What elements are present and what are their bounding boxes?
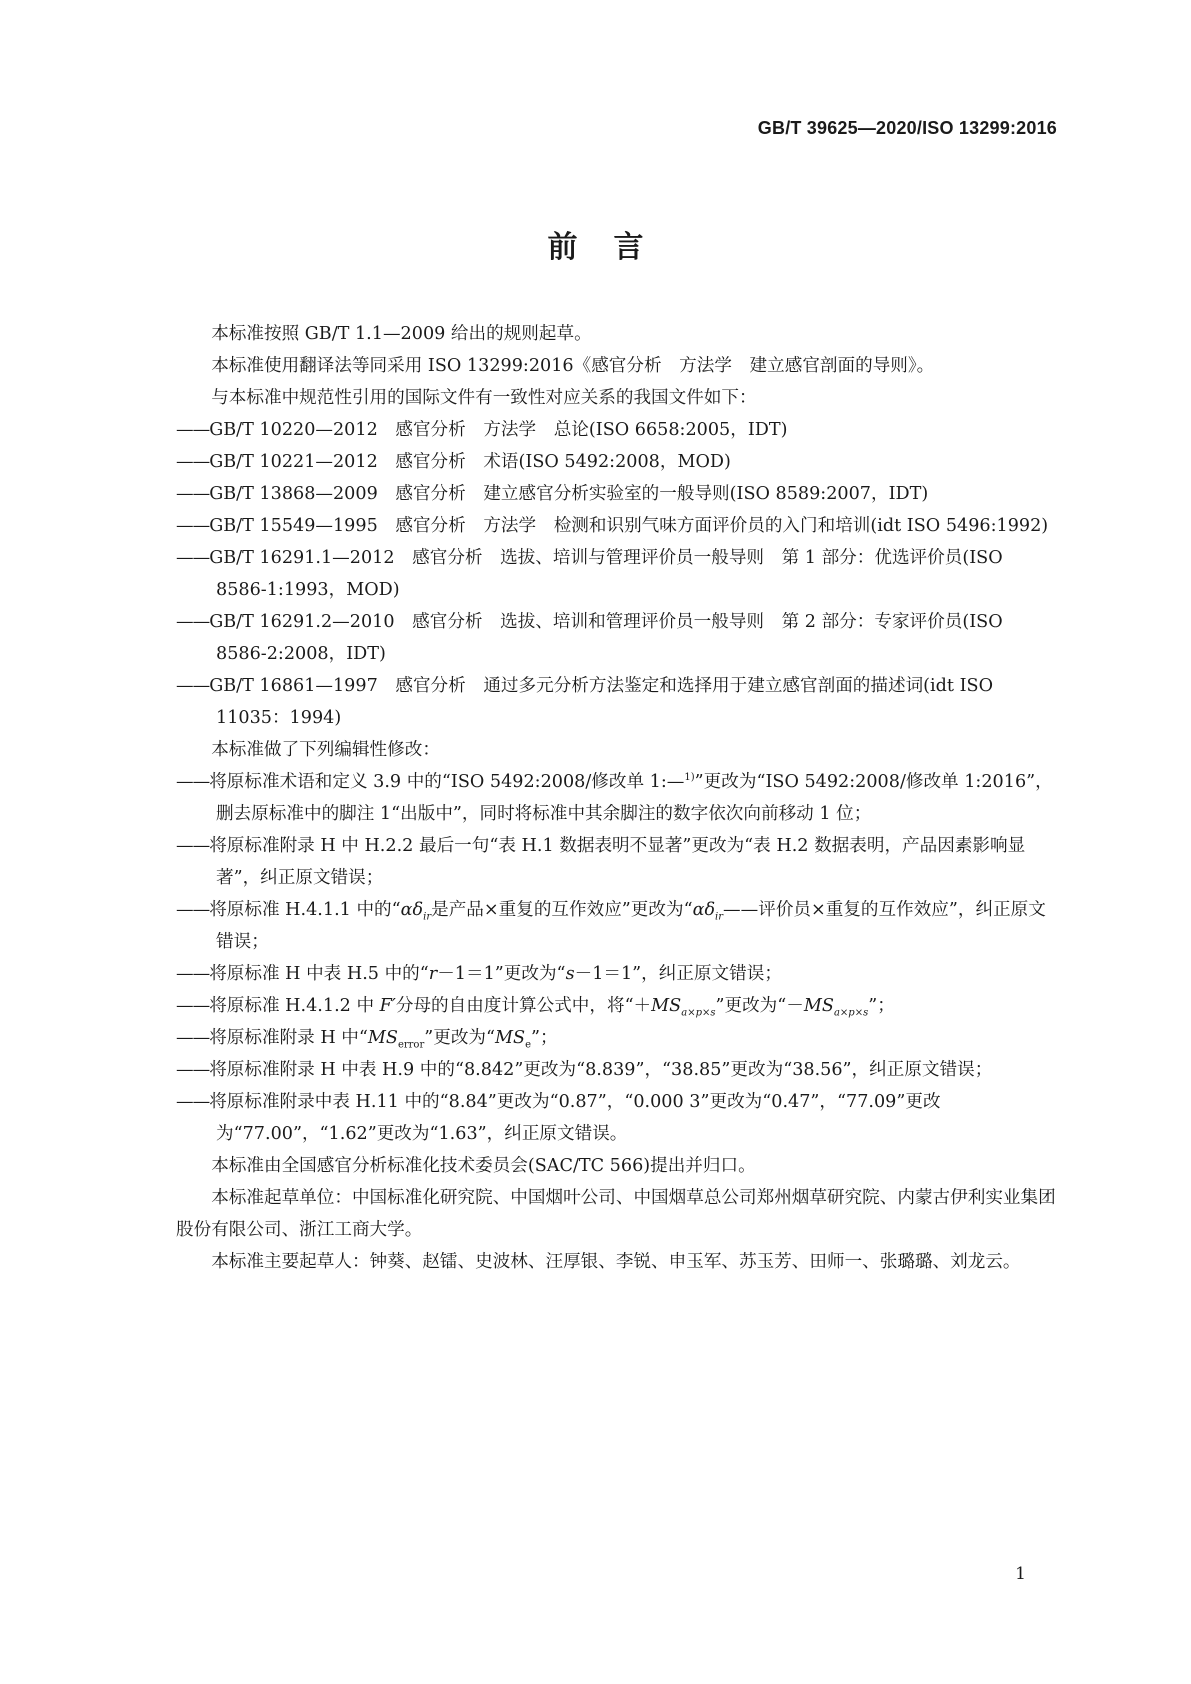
page-number: 1 [1015, 1564, 1026, 1584]
modification-item [176, 1022, 1058, 1054]
mod-text: 是产品×重复的互作效应”更改为“ [431, 900, 693, 920]
modification-item [176, 958, 1058, 990]
dash-mark: —— [176, 964, 210, 984]
math-subscript: e [525, 1039, 532, 1051]
modification-item [176, 990, 1058, 1022]
math-subscript: a×p×s [681, 1007, 716, 1019]
reference-item [176, 670, 1058, 734]
math-symbol: αδ [692, 900, 716, 920]
modification-item [176, 1086, 1058, 1150]
math-symbol: s [565, 964, 575, 984]
mod-text: ”； [531, 1028, 558, 1048]
modification-item [176, 1054, 1058, 1086]
dash-mark: —— [176, 452, 210, 472]
dash-mark: —— [176, 420, 210, 440]
reference-item [176, 414, 1058, 446]
dash-mark: —— [176, 1028, 210, 1048]
mod-text: ”更改为“ISO 5492:2008/修改单 1:2016”，删去原标准中的脚注 1“出版中”，同时将标准中其余脚注的数字依次向前移动 1 位； [216, 772, 1053, 824]
dash-mark: —— [176, 612, 210, 632]
reference-text: GB/T 16291.2—2010 感官分析 选拔、培训和管理评价员一般导则 第 2 部分：专家评价员(ISO 8586-2:2008，IDT) [209, 612, 1003, 664]
footnote-marker: 1) [684, 772, 695, 784]
reference-text: GB/T 15549—1995 感官分析 方法学 检测和识别气味方面评价员的入门和培训(idt ISO 5496:1992) [209, 516, 1049, 536]
mod-text: 将原标准附录中表 H.11 中的“8.84”更改为“0.87”，“0.000 3”更改为“0.47”，“77.09”更改为“77.00”，“1.62”更改为“1.63”，纠正原文错误。 [209, 1092, 941, 1144]
reference-text: GB/T 13868—2009 感官分析 建立感官分析实验室的一般导则(ISO 8589:2007，IDT) [209, 484, 929, 504]
mod-text: 分母的自由度计算公式中，将“＋ [395, 996, 652, 1016]
reference-text: GB/T 16861—1997 感官分析 通过多元分析方法鉴定和选择用于建立感官剖面的描述词(idt ISO 11035：1994) [209, 676, 994, 728]
modification-item [176, 766, 1058, 830]
mod-text: ”更改为“－ [715, 996, 804, 1016]
mod-text: 将原标准附录 H 中表 H.9 中的“8.842”更改为“8.839”，“38.85”更改为“38.56”，纠正原文错误； [209, 1060, 993, 1080]
dash-mark: —— [176, 516, 210, 536]
math-symbol: MS [803, 996, 834, 1016]
dash-mark: —— [176, 900, 210, 920]
reference-item [176, 510, 1058, 542]
dash-mark: —— [176, 676, 210, 696]
mod-text: 将原标准 H.4.1.1 中的“ [209, 900, 401, 920]
mod-text: ”； [868, 996, 895, 1016]
math-symbol: r [428, 964, 438, 984]
mod-text: 将原标准 H 中表 H.5 中的“ [209, 964, 429, 984]
dash-mark: —— [176, 772, 210, 792]
math-symbol: αδ [400, 900, 424, 920]
paragraph-modifications-intro: 本标准做了下列编辑性修改： [211, 740, 440, 760]
paragraph-references-intro: 与本标准中规范性引用的国际文件有一致性对应关系的我国文件如下： [211, 388, 757, 408]
mod-text: ”更改为“ [424, 1028, 496, 1048]
mod-text: 将原标准 H.4.1.2 中 [209, 996, 380, 1016]
dash-mark: —— [176, 996, 210, 1016]
math-symbol: MS [651, 996, 682, 1016]
reference-item [176, 478, 1058, 510]
reference-item [176, 542, 1058, 606]
mod-text: 将原标准附录 H 中“ [209, 1028, 368, 1048]
mod-text: 将原标准附录 H 中 H.2.2 最后一句“表 H.1 数据表明不显著”更改为“表 H.2 数据表明，产品因素影响显著”，纠正原文错误； [209, 836, 1026, 888]
reference-item [176, 606, 1058, 670]
reference-text: GB/T 10221—2012 感官分析 术语(ISO 5492:2008，MOD) [209, 452, 731, 472]
paragraph-adoption: 本标准使用翻译法等同采用 ISO 13299:2016《感官分析 方法学 建立感官剖面的导则》。 [211, 356, 935, 376]
modification-item [176, 894, 1058, 958]
dash-mark: —— [176, 1060, 210, 1080]
standard-code: GB/T 39625—2020/ISO 13299:2016 [757, 118, 1057, 138]
modification-item [176, 830, 1058, 894]
math-symbol: MS [495, 1028, 526, 1048]
paragraph-drafting-units: 本标准起草单位：中国标准化研究院、中国烟叶公司、中国烟草总公司郑州烟草研究院、内蒙古伊利实业集团股份有限公司、浙江工商大学。 [176, 1188, 1056, 1240]
math-symbol: MS [367, 1028, 398, 1048]
math-subscript: a×p×s [833, 1007, 869, 1019]
page-title: 前言 [547, 230, 680, 265]
dash-mark: —— [176, 1092, 210, 1112]
mod-text: －1＝1”，纠正原文错误； [574, 964, 782, 984]
dash-mark: —— [176, 548, 210, 568]
math-subscript: ir [715, 911, 724, 923]
math-subscript: error [397, 1039, 425, 1051]
math-subscript: ir [423, 911, 432, 923]
math-symbol: F′ [379, 996, 396, 1016]
paragraph-drafting-rules: 本标准按照 GB/T 1.1—2009 给出的规则起草。 [211, 324, 592, 344]
dash-mark: —— [176, 484, 210, 504]
reference-item [176, 446, 1058, 478]
foreword-body [176, 318, 1058, 1278]
mod-text: ——评价员×重复的互作效应”，纠正原文错误； [216, 900, 1046, 952]
reference-text: GB/T 16291.1—2012 感官分析 选拔、培训与管理评价员一般导则 第 1 部分：优选评价员(ISO 8586-1:1993，MOD) [209, 548, 1003, 600]
mod-text: 将原标准术语和定义 3.9 中的“ISO 5492:2008/修改单 1:— [209, 772, 685, 792]
dash-mark: —— [176, 836, 210, 856]
paragraph-drafters: 本标准主要起草人：钟葵、赵镭、史波林、汪厚银、李锐、申玉军、苏玉芳、田师一、张璐璐、刘龙云。 [211, 1252, 1021, 1272]
reference-text: GB/T 10220—2012 感官分析 方法学 总论(ISO 6658:2005，IDT) [209, 420, 788, 440]
paragraph-committee: 本标准由全国感官分析标准化技术委员会(SAC/TC 566)提出并归口。 [211, 1156, 756, 1176]
mod-text: －1＝1”更改为“ [437, 964, 566, 984]
